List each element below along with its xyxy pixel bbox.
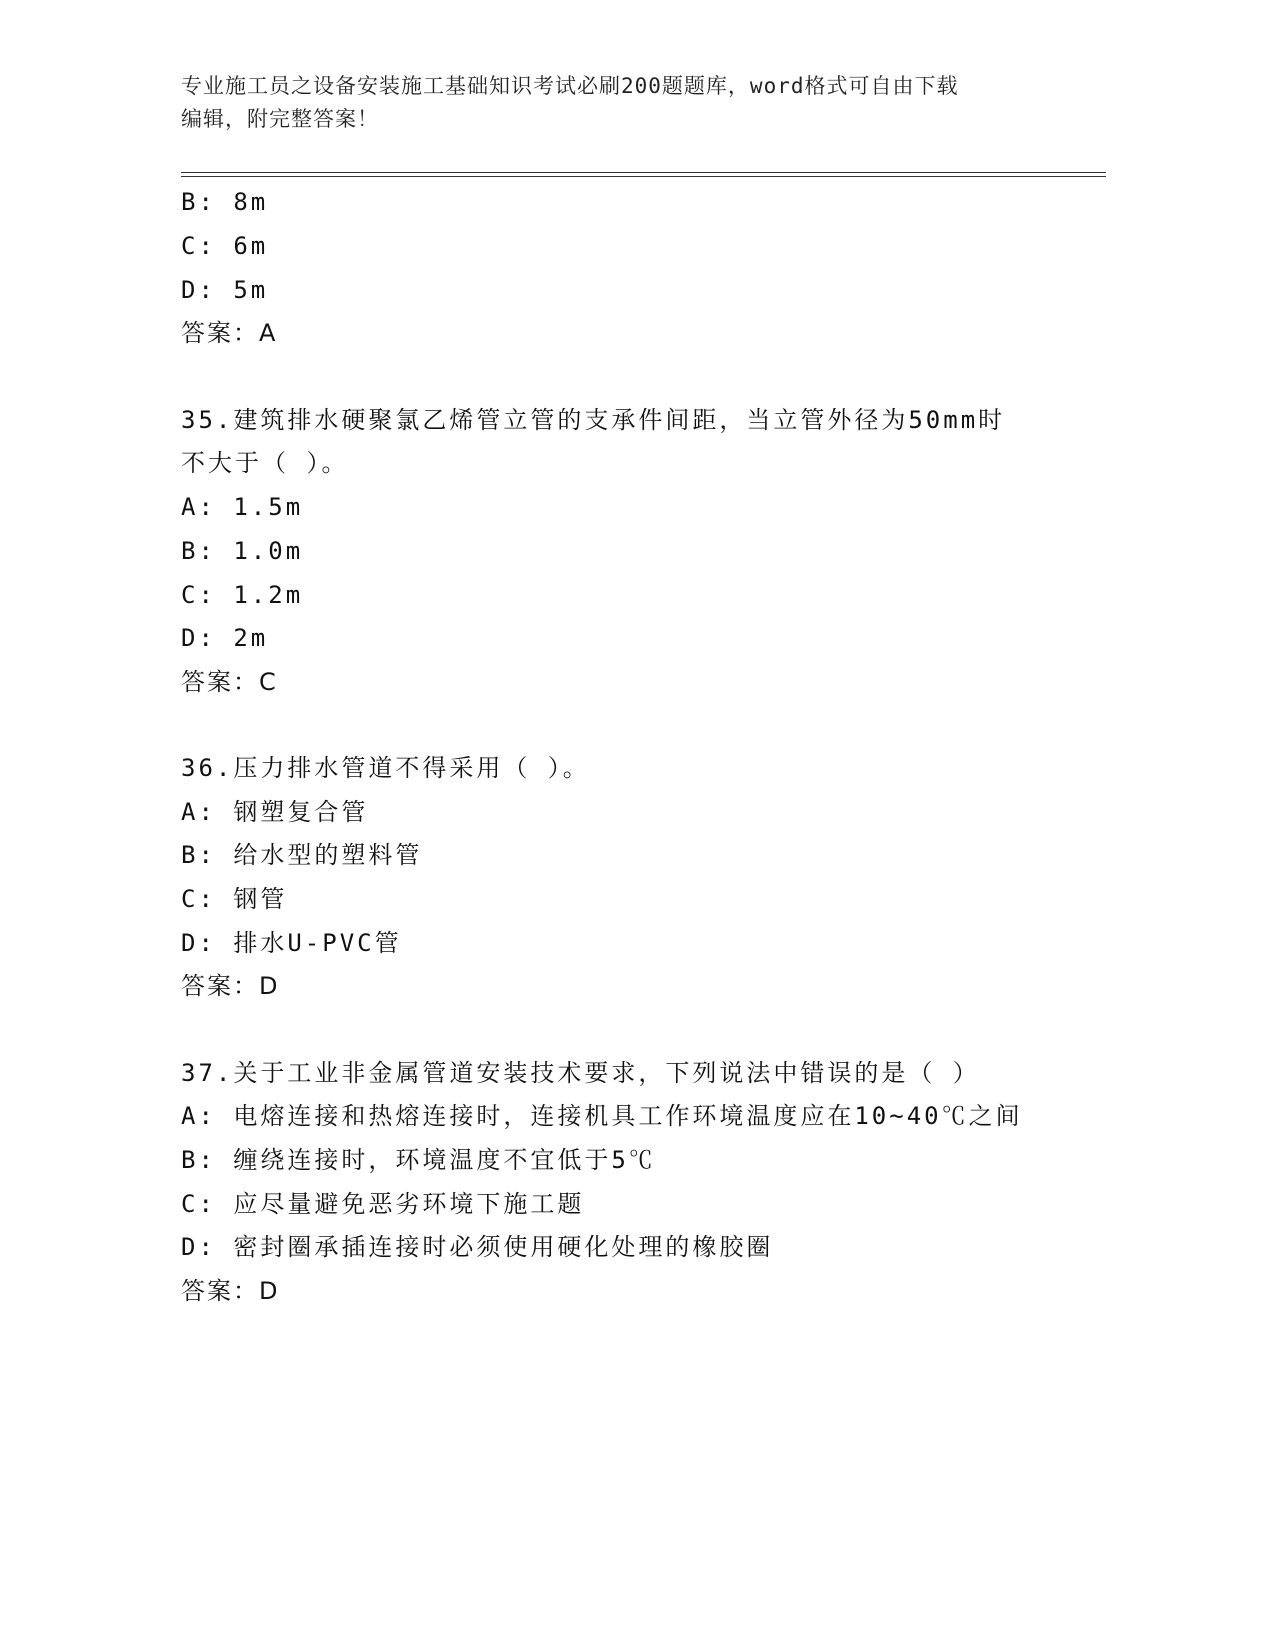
header-divider-bottom: [181, 176, 1106, 177]
question-35-option-b: B: 1.0m: [181, 537, 304, 565]
question-35-option-d: D: 2m: [181, 624, 269, 652]
question-35-option-c: C: 1.2m: [181, 581, 304, 609]
question-37-option-a: A: 电熔连接和热熔连接时，连接机具工作环境温度应在10~40℃之间: [181, 1102, 1023, 1130]
question-37-option-c: C: 应尽量避免恶劣环境下施工题: [181, 1190, 585, 1218]
answer-line: 答案：A: [181, 319, 278, 347]
document-header: [181, 70, 1061, 136]
question-36-option-c: C: 钢管: [181, 885, 288, 913]
header-title-line2: 编辑，附完整答案！: [181, 107, 379, 131]
question-36-option-a: A: 钢塑复合管: [181, 798, 369, 826]
question-36-option-d: D: 排水U-PVC管: [181, 929, 402, 957]
question-36-stem: 36.压力排水管道不得采用（ ）。: [181, 754, 590, 782]
question-35-stem-line1: 35.建筑排水硬聚氯乙烯管立管的支承件间距，当立管外径为50mm时: [181, 406, 1006, 434]
question-37-stem: 37.关于工业非金属管道安装技术要求，下列说法中错误的是（ ）: [181, 1059, 980, 1087]
header-title-line1: 专业施工员之设备安装施工基础知识考试必刷200题题库，word格式可自由下载: [181, 74, 959, 98]
option-b: B: 8m: [181, 188, 269, 216]
question-36-answer: 答案：D: [181, 972, 280, 1000]
question-37-option-d: D: 密封圈承插连接时必须使用硬化处理的橡胶圈: [181, 1233, 774, 1261]
question-35-option-a: A: 1.5m: [181, 493, 304, 521]
option-d: D: 5m: [181, 276, 269, 304]
question-35-stem-line2: 不大于（ ）。: [181, 449, 349, 477]
question-36-option-b: B: 给水型的塑料管: [181, 841, 423, 869]
question-35-answer: 答案：C: [181, 668, 278, 696]
header-divider-top: [181, 172, 1106, 173]
option-c: C: 6m: [181, 232, 269, 260]
question-37-answer: 答案：D: [181, 1277, 280, 1305]
question-37-option-b: B: 缠绕连接时，环境温度不宜低于5℃: [181, 1146, 656, 1174]
